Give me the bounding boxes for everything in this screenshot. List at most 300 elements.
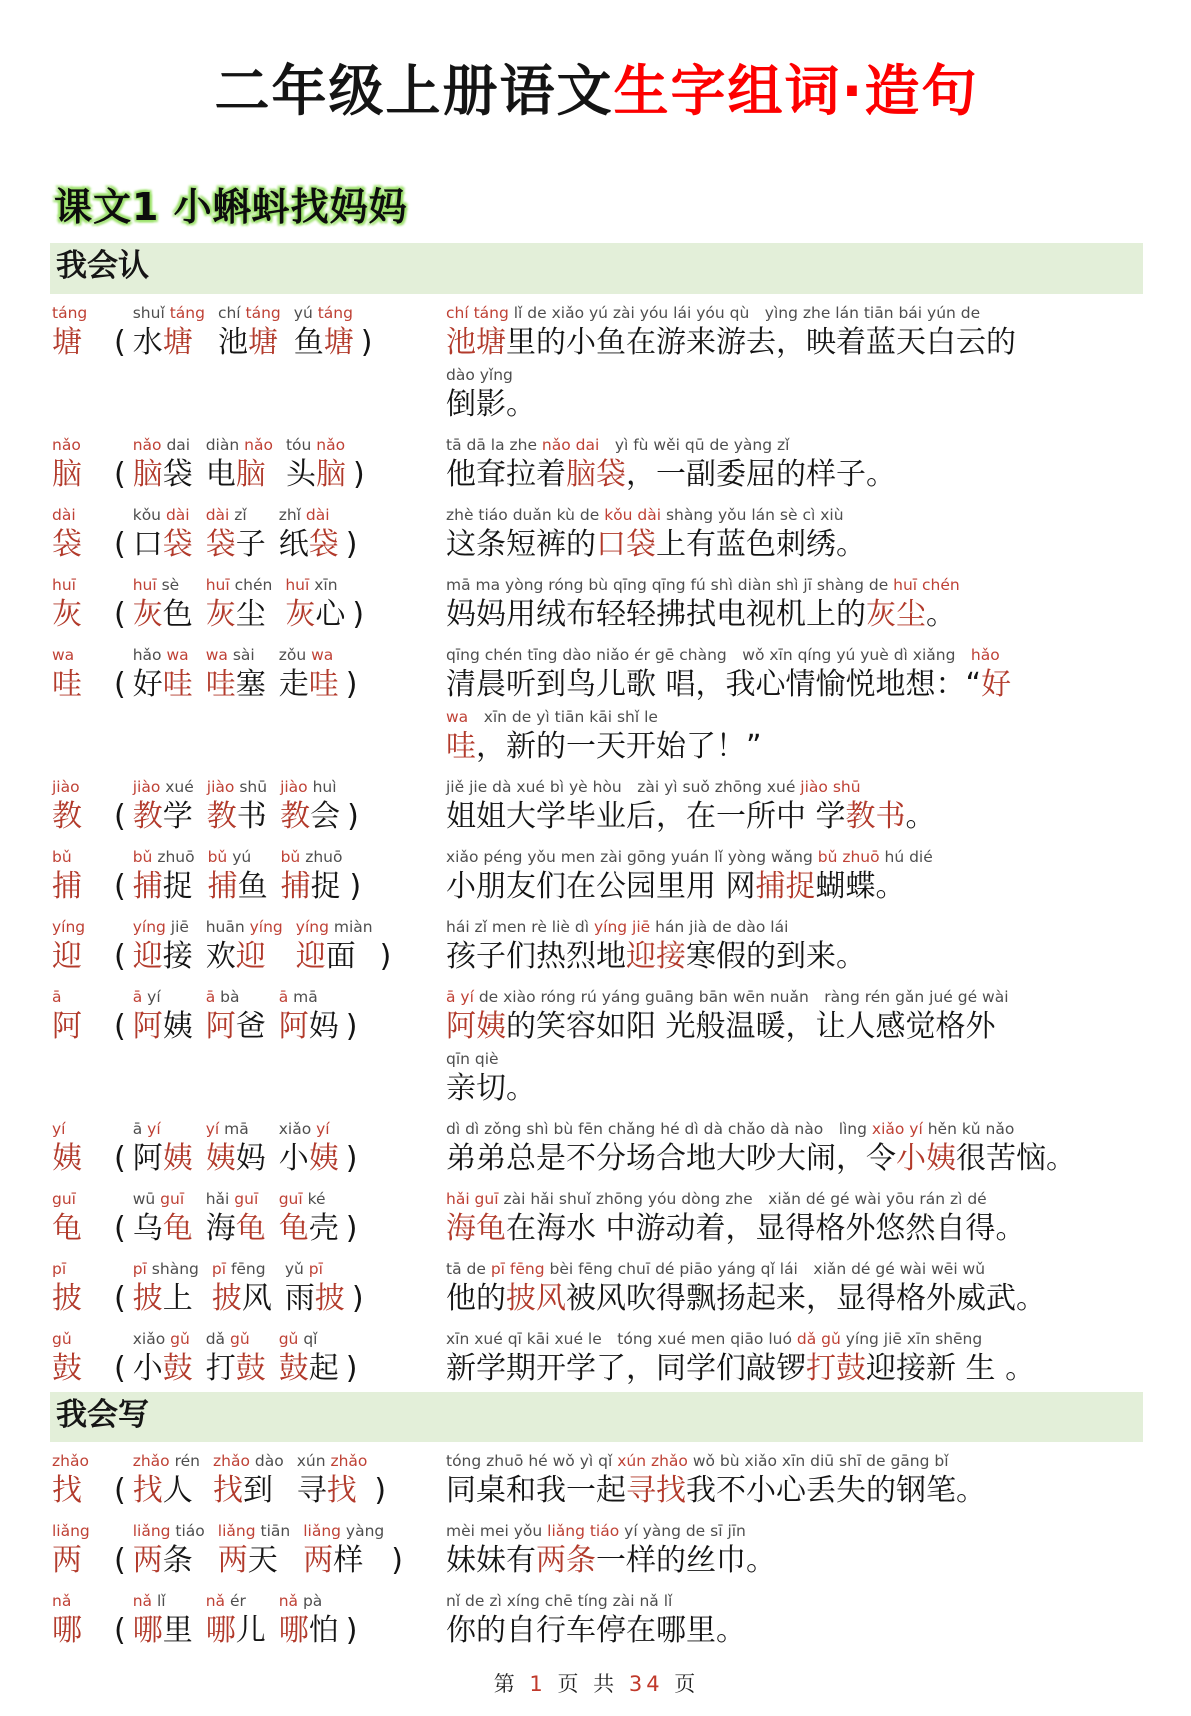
- word-pinyin-segment: hǎo: [132, 645, 167, 664]
- sentence-text-segment: 捕捉: [755, 868, 816, 904]
- word-pinyin-segment: dài: [305, 505, 330, 524]
- sentence-pinyin-segment: wa: [446, 707, 469, 726]
- sentence-pinyin-segment: shàng yǒu lán sè cì xiù: [661, 505, 844, 524]
- page-footer-segment: 页: [663, 1672, 700, 1697]
- close-paren: ): [351, 1280, 364, 1316]
- sentence-text-segment: 新学期开学了，同学们敲锣: [446, 1350, 806, 1386]
- word-char-segment: 鱼: [237, 868, 268, 904]
- head-char: 鼓: [52, 1350, 82, 1386]
- word-pinyin-segment: yíng: [132, 917, 171, 936]
- sentence-line: [446, 847, 1141, 907]
- head-char: 教: [52, 798, 82, 834]
- word-pinyin-segment: sè: [161, 575, 180, 594]
- word-char-segment: 姨: [162, 1008, 193, 1044]
- word-list: [114, 847, 446, 907]
- vocab-row: [52, 296, 1141, 428]
- word-pinyin-segment: xiǎo: [132, 1329, 171, 1348]
- sentence-text: [446, 1069, 1141, 1109]
- sentence-line: [446, 987, 1141, 1047]
- sentence-text: [446, 797, 1141, 837]
- word-chars: [281, 867, 343, 907]
- sentence-text-segment: 孩子们热烈地: [446, 938, 626, 974]
- vocab-row: [52, 1112, 1141, 1182]
- word-chars: [297, 1471, 368, 1511]
- word-char-segment: 阿: [132, 1008, 163, 1044]
- head-pinyin: jiào: [52, 777, 80, 796]
- word-char-segment: 人: [162, 1473, 193, 1509]
- word-char-segment: 两: [303, 1543, 334, 1579]
- word-item: [206, 505, 266, 565]
- word-char-segment: 欢: [205, 938, 236, 974]
- word-pinyin-segment: chí: [217, 303, 246, 322]
- close-paren: ): [391, 1543, 403, 1579]
- sentence-text-segment: 这条短裤的: [446, 526, 596, 562]
- head-pinyin: nǎ: [52, 1592, 72, 1611]
- sentence-pinyin-segment: nǎo dai: [541, 435, 600, 454]
- sentence-text-segment: 倒影。: [446, 386, 536, 422]
- sentence-text-segment: 好: [981, 666, 1012, 702]
- sentence-pinyin-segment: yí yàng de sī jīn: [619, 1522, 746, 1541]
- word-char-segment: 脑: [132, 456, 163, 492]
- sentence-pinyin-segment: hán jià de dào lái: [650, 917, 789, 936]
- sentence-pinyin: [446, 917, 1141, 937]
- word-pinyin-segment: liǎng: [132, 1522, 176, 1541]
- word-char-segment: 面: [325, 938, 356, 974]
- word-chars: [206, 1611, 266, 1651]
- open-paren: (: [114, 938, 126, 974]
- head-char: 哪: [52, 1613, 82, 1649]
- word-pinyin: [206, 1189, 266, 1209]
- word-pinyin-segment: dài: [205, 505, 235, 524]
- head-char-block: [52, 987, 114, 1047]
- close-paren: ): [345, 1140, 358, 1176]
- sentence-line: [446, 645, 1141, 705]
- word-chars: [206, 525, 266, 565]
- word-pinyin: [206, 917, 283, 937]
- sentence-pinyin-segment: yíng jiē: [593, 917, 651, 936]
- word-pinyin-segment: ā: [205, 987, 221, 1006]
- word-pinyin-segment: zhǐ: [278, 505, 306, 524]
- word-pinyin-segment: huī: [205, 575, 235, 594]
- head-char: 脑: [52, 456, 82, 492]
- head-char: 灰: [52, 596, 82, 632]
- head-char: 披: [52, 1280, 82, 1316]
- open-paren: (: [114, 1008, 126, 1044]
- example-sentence: [446, 575, 1141, 635]
- head-pinyin: ā: [52, 987, 62, 1006]
- word-item: [212, 1259, 272, 1319]
- word-char-segment: 纸: [278, 526, 309, 562]
- word-pinyin: [206, 645, 266, 665]
- head-pinyin: pī: [52, 1259, 67, 1278]
- word-char-segment: 哇: [162, 666, 193, 702]
- head-char: 哇: [52, 666, 82, 702]
- example-sentence: [446, 1119, 1141, 1179]
- word-list: [114, 1451, 446, 1511]
- word-item: [133, 1259, 199, 1319]
- word-chars: [207, 797, 267, 837]
- word-char-segment: 怕: [308, 1613, 339, 1649]
- word-list: [114, 575, 446, 635]
- word-pinyin-segment: xún: [296, 1452, 331, 1471]
- word-pinyin-segment: zǒu: [278, 645, 312, 664]
- word-chars: [218, 323, 281, 363]
- word-pinyin-segment: ké: [307, 1189, 326, 1208]
- word-list: [114, 1591, 446, 1651]
- open-paren: (: [114, 868, 126, 904]
- head-char-block: [52, 1521, 114, 1581]
- word-char-segment: 学: [162, 798, 193, 834]
- word-pinyin: [133, 505, 193, 525]
- word-chars: [286, 455, 346, 495]
- sentence-text-segment: 海龟: [446, 1210, 506, 1246]
- word-char-segment: 捉: [310, 868, 341, 904]
- word-char-segment: 口: [132, 526, 163, 562]
- word-char-segment: 披: [132, 1280, 163, 1316]
- word-pinyin: [218, 1521, 290, 1541]
- sentence-pinyin-segment: huī chén: [893, 575, 960, 594]
- word-list: [114, 1189, 446, 1249]
- sentence-pinyin: [446, 987, 1141, 1007]
- word-pinyin: [296, 917, 373, 937]
- sentence-pinyin-segment: jiě jie dà xué bì yè hòu zài yì suǒ zhōng xué: [446, 777, 801, 796]
- word-chars: [133, 1007, 193, 1047]
- sentence-line: [446, 1119, 1141, 1179]
- sentence-pinyin-segment: hǎo: [970, 645, 1000, 664]
- vocab-row: [52, 1322, 1141, 1392]
- word-pinyin-segment: miàn: [333, 917, 373, 936]
- word-pinyin: [133, 1189, 193, 1209]
- sentence-pinyin-segment: jiào shū: [800, 777, 861, 796]
- word-chars: [133, 1471, 200, 1511]
- word-item: [206, 645, 266, 705]
- sentence-pinyin-segment: xīn de yì tiān kāi shǐ le: [468, 707, 658, 726]
- head-char-block: [52, 435, 114, 495]
- page-footer-segment: 34: [628, 1672, 664, 1697]
- word-pinyin-segment: kǒu: [132, 505, 166, 524]
- sentence-line: [446, 777, 1141, 837]
- word-char-segment: 披: [211, 1280, 242, 1316]
- sentence-line: [446, 505, 1141, 565]
- word-char-segment: 灰: [132, 596, 163, 632]
- word-pinyin-segment: gǔ: [278, 1329, 304, 1348]
- close-paren: ): [360, 324, 373, 360]
- head-char-block: [52, 847, 114, 907]
- sentence-pinyin: [446, 505, 1141, 525]
- word-item: [206, 1119, 266, 1179]
- word-chars: [206, 455, 273, 495]
- sentence-pinyin-segment: qīn qiè: [446, 1049, 499, 1068]
- word-char-segment: 两: [132, 1543, 163, 1579]
- head-pinyin: yí: [52, 1119, 66, 1138]
- word-pinyin: [218, 303, 281, 323]
- word-item: [279, 1119, 339, 1179]
- word-pinyin-segment: huì: [312, 777, 337, 796]
- vocab-row: [52, 840, 1141, 910]
- head-pinyin: wa: [52, 645, 75, 664]
- word-list: [114, 435, 446, 495]
- word-chars: [279, 665, 339, 705]
- sentence-text-segment: 迎接新 生 。: [866, 1350, 1036, 1386]
- word-pinyin-segment: tiáo: [175, 1522, 205, 1541]
- word-item: [279, 645, 339, 705]
- word-pinyin: [133, 917, 193, 937]
- word-char-segment: 寻: [296, 1473, 327, 1509]
- word-pinyin-segment: diàn: [205, 435, 245, 454]
- sentence-text-segment: 教书: [845, 798, 906, 834]
- close-paren: ): [352, 456, 365, 492]
- section-banner: 我会写: [50, 1392, 1143, 1443]
- word-item: [133, 303, 205, 363]
- word-pinyin: [208, 847, 268, 867]
- example-sentence: [446, 847, 1141, 907]
- word-pinyin: [133, 1521, 205, 1541]
- sentence-pinyin-segment: mā ma yòng róng bù qīng qīng fú shì diàn shì jī shàng de: [446, 575, 894, 594]
- close-paren: ): [345, 1008, 358, 1044]
- word-pinyin: [206, 435, 273, 455]
- open-paren: (: [114, 1473, 126, 1509]
- word-chars: [280, 797, 340, 837]
- word-pinyin-segment: bǔ: [280, 847, 306, 866]
- word-item: [218, 1521, 290, 1581]
- word-char-segment: 迎: [132, 938, 163, 974]
- example-sentence: [446, 987, 1141, 1109]
- word-char-segment: 披: [314, 1280, 345, 1316]
- word-pinyin: [280, 777, 340, 797]
- word-pinyin: [206, 1119, 266, 1139]
- page-title: [52, 60, 1141, 123]
- sentence-pinyin-segment: xiǎo yí: [871, 1119, 923, 1138]
- vocab-row: [52, 568, 1141, 638]
- head-char: 姨: [52, 1140, 82, 1176]
- word-item: [279, 1591, 339, 1651]
- sentence-text-segment: 两条: [536, 1543, 596, 1579]
- word-chars: [133, 525, 193, 565]
- word-list: [114, 987, 446, 1047]
- sentence-pinyin: [446, 1189, 1141, 1209]
- sentence-pinyin-segment: yíng jiē xīn shēng: [840, 1329, 983, 1348]
- word-pinyin-segment: nǎ: [205, 1592, 230, 1611]
- word-pinyin-segment: bǔ: [207, 847, 233, 866]
- sentence-text-segment: 清晨听到鸟儿歌 唱，我心情愉悦地想：“: [446, 666, 982, 702]
- word-list: [114, 917, 446, 977]
- word-item: [285, 1259, 345, 1319]
- word-pinyin: [206, 505, 266, 525]
- word-pinyin-segment: ér: [229, 1592, 246, 1611]
- word-item: [133, 575, 193, 635]
- word-chars: [133, 1349, 193, 1389]
- example-sentence: [446, 645, 1141, 767]
- word-item: [206, 1189, 266, 1249]
- word-pinyin-segment: huān: [205, 917, 250, 936]
- sentence-pinyin-segment: nǐ de zì xíng chē tíng zài nǎ lǐ: [446, 1592, 673, 1611]
- word-char-segment: 阿: [132, 1140, 163, 1176]
- sentence-line: [446, 1189, 1141, 1249]
- sentence-text-segment: 阿姨: [446, 1008, 506, 1044]
- word-chars: [206, 937, 283, 977]
- word-item: [133, 645, 193, 705]
- word-item: [280, 777, 340, 837]
- word-char-segment: 风: [241, 1280, 272, 1316]
- word-char-segment: 乌: [132, 1210, 163, 1246]
- page-footer-segment: 1: [529, 1672, 547, 1697]
- sentence-pinyin-segment: liǎng tiáo: [547, 1522, 620, 1541]
- sentence-text-segment: 迎接: [626, 938, 686, 974]
- open-paren: (: [114, 1613, 126, 1649]
- word-item: [285, 575, 345, 635]
- word-pinyin-segment: jiào: [280, 777, 313, 796]
- word-char-segment: 哇: [308, 666, 339, 702]
- word-char-segment: 书: [236, 798, 267, 834]
- word-chars: [133, 665, 193, 705]
- open-paren: (: [114, 1280, 126, 1316]
- word-char-segment: 哪: [132, 1613, 163, 1649]
- word-char-segment: 捕: [280, 868, 311, 904]
- head-char-block: [52, 1259, 114, 1319]
- word-pinyin-segment: fēng: [230, 1259, 266, 1278]
- open-paren: (: [114, 798, 126, 834]
- word-pinyin-segment: bà: [220, 987, 240, 1006]
- sentence-pinyin-segment: zhè tiáo duǎn kù de: [446, 505, 605, 524]
- sentence-pinyin-segment: bǔ zhuō: [817, 847, 880, 866]
- example-sentence: [446, 303, 1141, 425]
- word-char-segment: 上: [162, 1280, 193, 1316]
- word-char-segment: 塘: [247, 324, 278, 360]
- word-chars: [206, 1007, 266, 1047]
- word-chars: [206, 1139, 266, 1179]
- word-char-segment: 找: [326, 1473, 357, 1509]
- sentence-text: [446, 1279, 1141, 1319]
- word-pinyin: [133, 1119, 193, 1139]
- word-item: [218, 303, 281, 363]
- sentence-line: [446, 1591, 1141, 1651]
- sentence-text-segment: 里的小鱼在游来游去，映着蓝天白云的: [506, 324, 1016, 360]
- sentence-pinyin-segment: wǒ bù xiǎo xīn diū shī de gāng bǐ: [687, 1452, 949, 1471]
- word-pinyin: [279, 1591, 339, 1611]
- word-pinyin-segment: bǔ: [132, 847, 158, 866]
- word-char-segment: 龟: [235, 1210, 266, 1246]
- word-char-segment: 找: [213, 1473, 243, 1509]
- vocab-row: [52, 1252, 1141, 1322]
- word-pinyin-segment: chén: [234, 575, 273, 594]
- word-chars: [133, 797, 194, 837]
- sentence-line: [446, 303, 1141, 363]
- sentence-text: [446, 1139, 1141, 1179]
- head-char-block: [52, 645, 114, 705]
- word-item: [133, 1329, 193, 1389]
- head-pinyin: guī: [52, 1189, 76, 1208]
- word-pinyin: [133, 1451, 200, 1471]
- word-pinyin-segment: ā: [132, 1119, 148, 1138]
- word-char-segment: 灰: [285, 596, 316, 632]
- word-char-segment: 袋: [162, 456, 193, 492]
- section-banner: 我会认: [50, 243, 1143, 294]
- word-pinyin-segment: ā: [278, 987, 294, 1006]
- word-pinyin: [207, 777, 267, 797]
- example-sentence: [446, 505, 1141, 565]
- word-chars: [285, 595, 345, 635]
- vocab-row: [52, 1182, 1141, 1252]
- word-char-segment: 姨: [308, 1140, 339, 1176]
- close-paren: ): [347, 798, 359, 834]
- word-chars: [133, 1611, 193, 1651]
- page-title-red: 生字组词·造句: [613, 59, 979, 123]
- word-pinyin: [133, 987, 193, 1007]
- head-char-block: [52, 505, 114, 565]
- sentence-text-segment: 在海水 中游动着，显得格外悠然自得。: [506, 1210, 1026, 1246]
- word-chars: [133, 867, 195, 907]
- word-item: [133, 1451, 200, 1511]
- word-chars: [206, 1209, 266, 1249]
- word-item: [133, 435, 193, 495]
- sentence-text-segment: 披风: [506, 1280, 566, 1316]
- close-paren: ): [345, 1210, 358, 1246]
- word-pinyin-segment: dǎ: [205, 1329, 230, 1348]
- vocab-row: [52, 1444, 1141, 1514]
- word-char-segment: 龟: [162, 1210, 193, 1246]
- word-item: [303, 1521, 384, 1581]
- word-pinyin-segment: wa: [205, 645, 233, 664]
- word-item: [133, 987, 193, 1047]
- sentence-pinyin-segment: hú dié: [879, 847, 933, 866]
- word-char-segment: 心: [315, 596, 346, 632]
- sentence-pinyin: [446, 303, 1141, 323]
- close-paren: ): [352, 596, 365, 632]
- word-char-segment: 雨: [284, 1280, 315, 1316]
- word-pinyin-segment: xiǎo: [278, 1119, 317, 1138]
- page-title-black: 二年级上册语文: [214, 59, 614, 123]
- word-item: [133, 505, 193, 565]
- word-item: [133, 847, 195, 907]
- vocab-row: [52, 428, 1141, 498]
- word-pinyin-segment: mā: [293, 987, 318, 1006]
- word-item: [208, 847, 268, 907]
- example-sentence: [446, 435, 1141, 495]
- word-item: [133, 917, 193, 977]
- example-sentence: [446, 1259, 1141, 1319]
- word-chars: [208, 867, 268, 907]
- sentence-text-segment: 小朋友们在公园里用 网: [446, 868, 756, 904]
- word-char-segment: 子: [235, 526, 266, 562]
- word-char-segment: 阿: [205, 1008, 236, 1044]
- word-pinyin-segment: yí: [316, 1119, 330, 1138]
- word-char-segment: 迎: [295, 938, 326, 974]
- example-sentence: [446, 1189, 1141, 1249]
- word-pinyin-segment: táng: [317, 303, 353, 322]
- head-pinyin: zhǎo: [52, 1452, 89, 1471]
- sentence-pinyin-segment: lǐ de xiǎo yú zài yóu lái yóu qù yìng zhe lán tiān bái yún de: [508, 303, 981, 322]
- word-pinyin-segment: xué: [165, 777, 194, 796]
- sentence-text: [446, 323, 1141, 363]
- sentence-text: [446, 595, 1141, 635]
- sentence-pinyin-segment: ā yí: [446, 987, 474, 1006]
- sentence-pinyin-segment: tā de: [446, 1259, 491, 1278]
- word-char-segment: 小: [278, 1140, 309, 1176]
- word-chars: [294, 323, 354, 363]
- word-pinyin: [133, 777, 194, 797]
- word-pinyin-segment: jiào: [132, 777, 166, 796]
- sentence-pinyin: [446, 1329, 1141, 1349]
- word-chars: [133, 595, 193, 635]
- head-pinyin: táng: [52, 303, 88, 322]
- sentence-pinyin-segment: dì dì zǒng shì bù fēn chǎng hé dì dà chǎo dà nào lìng: [446, 1119, 872, 1138]
- sentence-text: [446, 1611, 1141, 1651]
- vocab-row: [52, 770, 1141, 840]
- sentence-pinyin-segment: dǎ gǔ: [796, 1329, 841, 1348]
- word-item: [207, 777, 267, 837]
- sentence-text-segment: 哇: [446, 728, 476, 764]
- sentence-line: [446, 1259, 1141, 1319]
